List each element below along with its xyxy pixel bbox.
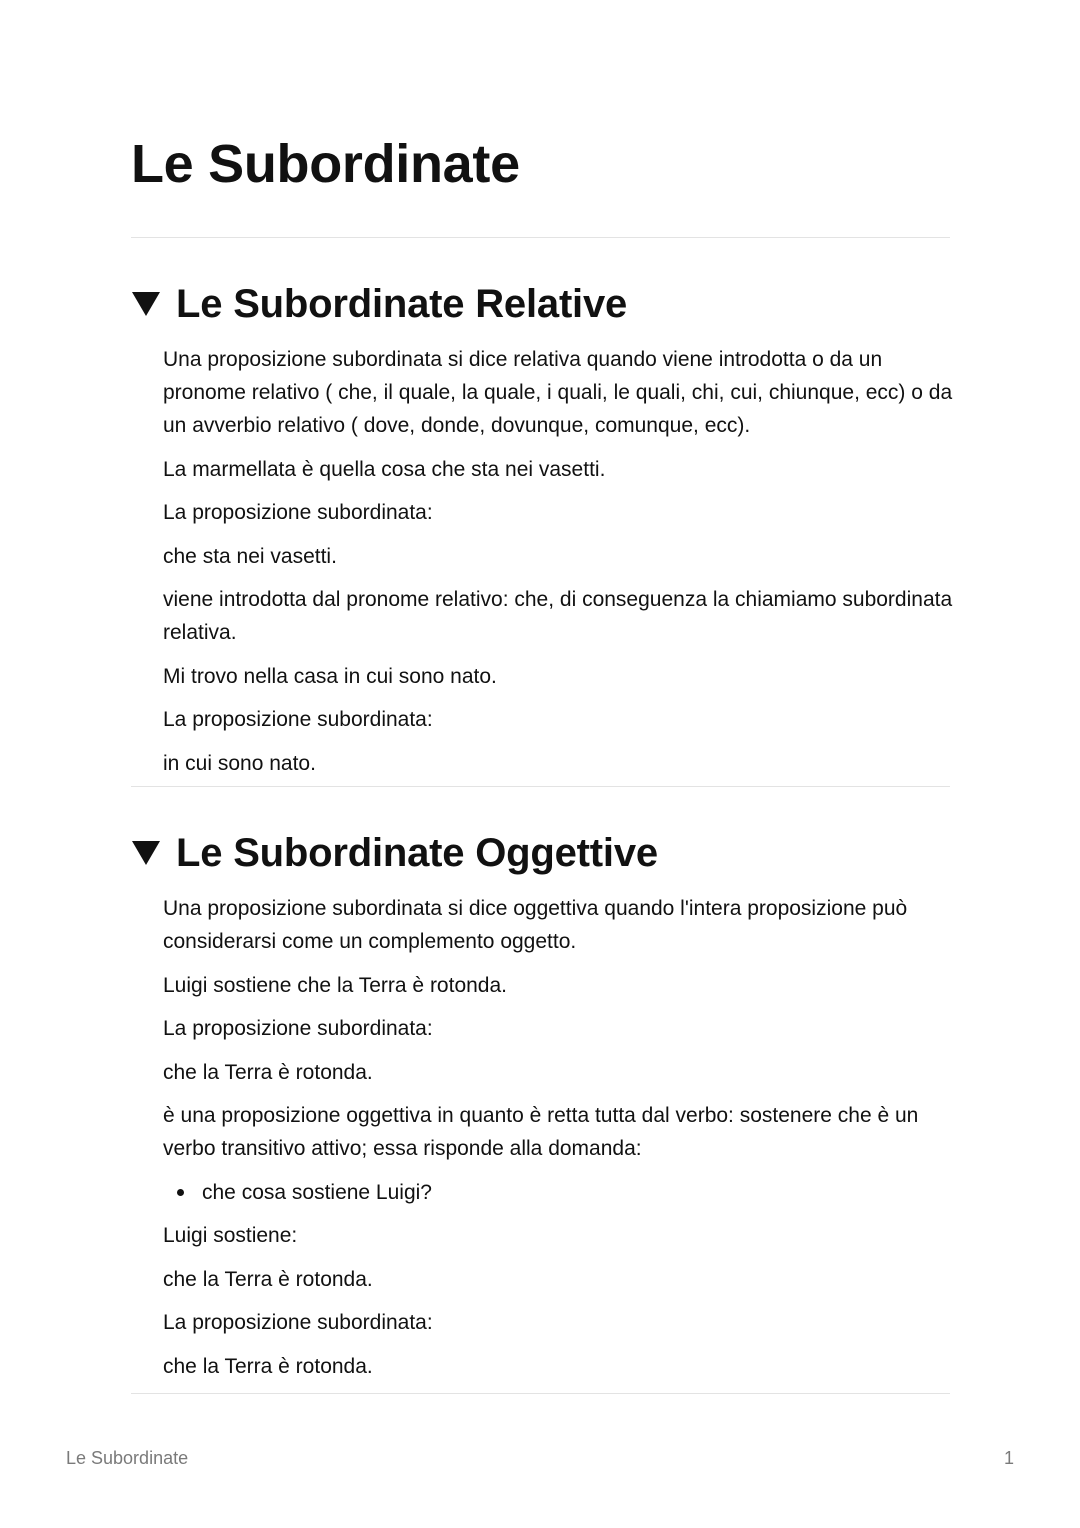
paragraph: Una proposizione subordinata si dice relativa quando viene introdotta o da un pronome relativo ( che, il quale, la quale, i quali, le quali, chi, cui, chiunque, ecc) o da un avverbio relativo ( dove, donde, dovunque, comunque, ecc). [163, 348, 953, 437]
section-relative [131, 279, 953, 790]
section-divider [131, 786, 950, 787]
paragraph: che sta nei vasetti. [163, 544, 337, 568]
footer-page-number: 1 [1003, 1448, 1014, 1468]
section-body [163, 343, 953, 780]
bullet-list [163, 1176, 953, 1209]
section-heading-oggettive[interactable] [131, 828, 950, 878]
paragraph: La proposizione subordinata: [163, 708, 433, 731]
section-body [163, 892, 953, 1383]
paragraph: viene introdotta dal pronome relativo: che, di conseguenza la chiamiamo subordinata relativa. [163, 588, 953, 644]
section-title: Le Subordinate Relative [176, 282, 628, 326]
paragraph: La proposizione subordinata: [163, 501, 433, 524]
list-item-text: che cosa sostiene Luigi? [202, 1180, 432, 1204]
toggle-triangle-icon[interactable] [132, 841, 160, 865]
section-oggettive [131, 828, 950, 1393]
paragraph: La proposizione subordinata: [163, 1311, 433, 1334]
section-heading-relative[interactable] [131, 279, 950, 329]
title-divider [131, 237, 950, 238]
paragraph: Luigi sostiene: [163, 1224, 298, 1247]
paragraph: che la Terra è rotonda. [163, 1354, 373, 1378]
page-title: Le Subordinate [131, 134, 520, 194]
paragraph: Luigi sostiene che la Terra è rotonda. [163, 973, 507, 997]
list-item [202, 1176, 953, 1209]
paragraph: Mi trovo nella casa in cui sono nato. [163, 664, 497, 688]
paragraph: La proposizione subordinata: [163, 1017, 433, 1040]
paragraph: La marmellata è quella cosa che sta nei vasetti. [163, 457, 606, 481]
paragraph: che la Terra è rotonda. [163, 1267, 373, 1291]
paragraph: è una proposizione oggettiva in quanto è retta tutta dal verbo: sostenere che è un verbo transitivo attivo; essa risponde alla domanda: [163, 1104, 919, 1160]
paragraph: che la Terra è rotonda. [163, 1060, 373, 1084]
bullet-dot-icon [177, 1189, 184, 1196]
section-divider [131, 1393, 950, 1394]
toggle-triangle-icon[interactable] [132, 292, 160, 316]
footer-document-name: Le Subordinate [66, 1448, 189, 1468]
paragraph: Una proposizione subordinata si dice oggettiva quando l'intera proposizione può considerarsi come un complemento oggetto. [163, 897, 908, 953]
paragraph: in cui sono nato. [163, 751, 316, 775]
section-title: Le Subordinate Oggettive [176, 831, 658, 875]
